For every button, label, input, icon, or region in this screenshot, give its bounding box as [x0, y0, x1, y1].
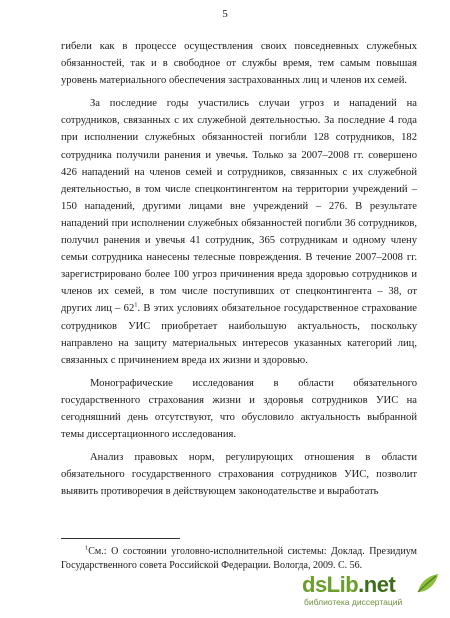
document-body: [61, 38, 417, 500]
page-number: 5: [222, 8, 228, 20]
footnote-marker: 1: [85, 544, 89, 552]
paragraph-1: гибели как в процессе осуществления своих повседневных служебных обязанностей, так и в свободное от службы время, тем самым повышая уровень материального обеспечения застрахованных лиц и членов их семей.: [61, 41, 417, 87]
watermark-logo-main: dsLib: [302, 572, 359, 597]
paragraph-3: Монографические исследования в области обязательного государственного страхования жизни и здоровья сотрудников УИС на сегодняшний день отсутствуют, что обусловило актуальность выбранной темы диссертационного исследования.: [61, 377, 417, 441]
leaf-icon: [414, 572, 440, 596]
footnote: [61, 545, 417, 572]
paragraph-4: Анализ правовых норм, регулирующих отношения в области обязательного государственного страхования сотрудников УИС, позволит выявить противоречия в действующем законодательстве и выработать: [61, 452, 417, 498]
paragraph-2-text-continued: . В этих условиях обязательное государственное страхование сотрудников УИС приобретает наибольшую актуальность, поскольку направлено на защиту материальных интересов указанных категорий лиц, связанных с причинением вреда их жизни и здоровью.: [61, 303, 417, 366]
watermark-logo-domain: .net: [358, 572, 396, 597]
footnote-reference[interactable]: 1: [134, 301, 138, 309]
watermark-logo: [302, 574, 395, 596]
dslib-watermark[interactable]: [302, 572, 440, 610]
footnote-separator: [61, 538, 180, 539]
footnote-text: См.: О состоянии уголовно-исполнительной системы: Доклад. Президиум Государственного совета Российской Федерации. Вологда, 2009. С. 56.: [61, 546, 417, 571]
paragraph-2: [61, 95, 417, 369]
watermark-subtitle: библиотека диссертаций: [304, 597, 403, 607]
paragraph-2-text: За последние годы участились случаи угроз и нападений на сотрудников, связанных с их служебной деятельностью. За последние 4 года при исполнении служебных обязанностей погибли 128 сотрудников, 182 сотрудника получили ранения и увечья. Только за 2007–2008 гг. совершено 426 нападений на членов семей и сотрудников, связанных с их служебной деятельностью, в том числе спецконтингентом на территории учреждений – 150 нападений, другими лицами вне учреждений – 276. В результате нападений при исполнении служебных обязанностей погибли 36 сотрудников, получил ранения и увечья 41 сотрудник, 365 сотрудникам и одному члену семьи сотрудника нанесены телесные повреждения. В течение 2007–2008 гг. зарегистрировано более 100 угроз причинения вреда здоровью сотрудников и членов их семей, в том числе поступивших от спецконтингента – 38, от других лиц – 62: [61, 98, 417, 315]
